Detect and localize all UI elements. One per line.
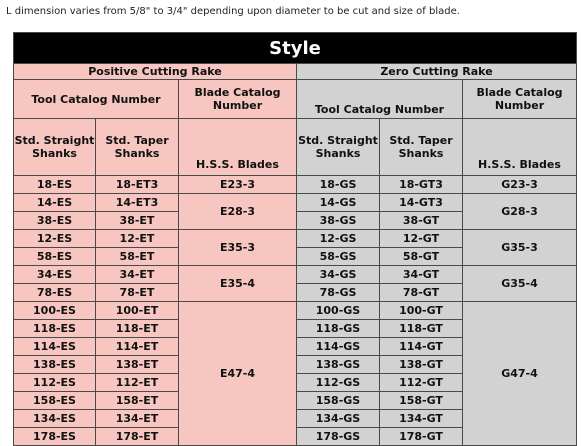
positive-straight-shank-cell: 112-ES bbox=[14, 374, 96, 392]
zero-taper-shank-cell: 100-GT bbox=[380, 302, 463, 320]
zero-straight-shank-cell: 34-GS bbox=[297, 266, 380, 284]
zero-straight-shank-cell: 58-GS bbox=[297, 248, 380, 266]
zero-taper-shank-cell: 158-GT bbox=[380, 392, 463, 410]
zero-blade-cell: G47-4 bbox=[463, 302, 577, 446]
zero-blade-cell: G35-3 bbox=[463, 230, 577, 266]
zero-taper-shank-cell: 58-GT bbox=[380, 248, 463, 266]
zero-taper-shank-cell: 112-GT bbox=[380, 374, 463, 392]
zero-straight-shank-cell: 134-GS bbox=[297, 410, 380, 428]
zero-taper-shanks-header: Std. Taper Shanks bbox=[380, 119, 463, 176]
positive-taper-shank-cell: 138-ET bbox=[96, 356, 179, 374]
zero-straight-shank-cell: 118-GS bbox=[297, 320, 380, 338]
positive-taper-shank-cell: 158-ET bbox=[96, 392, 179, 410]
zero-taper-shank-cell: 118-GT bbox=[380, 320, 463, 338]
zero-straight-shank-cell: 18-GS bbox=[297, 176, 380, 194]
zero-straight-shank-cell: 138-GS bbox=[297, 356, 380, 374]
zero-straight-shanks-header: Std. Straight Shanks bbox=[297, 119, 380, 176]
table-row bbox=[14, 176, 577, 194]
zero-blade-cell: G35-4 bbox=[463, 266, 577, 302]
zero-taper-shank-cell: 134-GT bbox=[380, 410, 463, 428]
zero-straight-shank-cell: 38-GS bbox=[297, 212, 380, 230]
positive-taper-shank-cell: 38-ET bbox=[96, 212, 179, 230]
style-title: Style bbox=[14, 33, 577, 64]
positive-taper-shank-cell: 34-ET bbox=[96, 266, 179, 284]
positive-straight-shank-cell: 14-ES bbox=[14, 194, 96, 212]
zero-taper-shank-cell: 38-GT bbox=[380, 212, 463, 230]
positive-taper-shank-cell: 14-ET3 bbox=[96, 194, 179, 212]
positive-straight-shank-cell: 12-ES bbox=[14, 230, 96, 248]
positive-blade-cell: E35-4 bbox=[179, 266, 297, 302]
positive-straight-shank-cell: 138-ES bbox=[14, 356, 96, 374]
zero-straight-shank-cell: 100-GS bbox=[297, 302, 380, 320]
positive-straight-shank-cell: 78-ES bbox=[14, 284, 96, 302]
zero-taper-shank-cell: 78-GT bbox=[380, 284, 463, 302]
table-row bbox=[14, 194, 577, 212]
zero-blade-cell: G23-3 bbox=[463, 176, 577, 194]
zero-straight-shank-cell: 14-GS bbox=[297, 194, 380, 212]
positive-straight-shank-cell: 38-ES bbox=[14, 212, 96, 230]
zero-rake-header: Zero Cutting Rake bbox=[297, 64, 577, 80]
positive-straight-shank-cell: 178-ES bbox=[14, 428, 96, 446]
zero-straight-shank-cell: 12-GS bbox=[297, 230, 380, 248]
positive-straight-shank-cell: 114-ES bbox=[14, 338, 96, 356]
positive-straight-shank-cell: 158-ES bbox=[14, 392, 96, 410]
zero-taper-shank-cell: 34-GT bbox=[380, 266, 463, 284]
positive-straight-shank-cell: 118-ES bbox=[14, 320, 96, 338]
zero-hss-blades-header: H.S.S. Blades bbox=[463, 119, 577, 176]
zero-straight-shank-cell: 112-GS bbox=[297, 374, 380, 392]
table-row bbox=[14, 230, 577, 248]
table-row bbox=[14, 302, 577, 320]
positive-blade-cell: E47-4 bbox=[179, 302, 297, 446]
positive-taper-shank-cell: 134-ET bbox=[96, 410, 179, 428]
zero-tool-catalog-header: Tool Catalog Number bbox=[297, 80, 463, 119]
zero-taper-shank-cell: 12-GT bbox=[380, 230, 463, 248]
zero-taper-shank-cell: 14-GT3 bbox=[380, 194, 463, 212]
positive-blade-cell: E23-3 bbox=[179, 176, 297, 194]
zero-taper-shank-cell: 178-GT bbox=[380, 428, 463, 446]
positive-straight-shank-cell: 58-ES bbox=[14, 248, 96, 266]
positive-taper-shank-cell: 12-ET bbox=[96, 230, 179, 248]
positive-tool-catalog-header: Tool Catalog Number bbox=[14, 80, 179, 119]
positive-taper-shank-cell: 178-ET bbox=[96, 428, 179, 446]
positive-taper-shanks-header: Std. Taper Shanks bbox=[96, 119, 179, 176]
positive-taper-shank-cell: 114-ET bbox=[96, 338, 179, 356]
positive-taper-shank-cell: 100-ET bbox=[96, 302, 179, 320]
positive-blade-cell: E35-3 bbox=[179, 230, 297, 266]
style-table bbox=[13, 32, 577, 446]
positive-blade-catalog-header: Blade Catalog Number bbox=[179, 80, 297, 119]
zero-taper-shank-cell: 138-GT bbox=[380, 356, 463, 374]
positive-straight-shank-cell: 34-ES bbox=[14, 266, 96, 284]
positive-straight-shanks-header: Std. Straight Shanks bbox=[14, 119, 96, 176]
zero-straight-shank-cell: 158-GS bbox=[297, 392, 380, 410]
positive-blade-cell: E28-3 bbox=[179, 194, 297, 230]
zero-taper-shank-cell: 114-GT bbox=[380, 338, 463, 356]
positive-straight-shank-cell: 100-ES bbox=[14, 302, 96, 320]
zero-blade-catalog-header: Blade Catalog Number bbox=[463, 80, 577, 119]
zero-straight-shank-cell: 178-GS bbox=[297, 428, 380, 446]
positive-taper-shank-cell: 18-ET3 bbox=[96, 176, 179, 194]
positive-straight-shank-cell: 18-ES bbox=[14, 176, 96, 194]
positive-rake-header: Positive Cutting Rake bbox=[14, 64, 297, 80]
table-row bbox=[14, 266, 577, 284]
zero-straight-shank-cell: 114-GS bbox=[297, 338, 380, 356]
positive-straight-shank-cell: 134-ES bbox=[14, 410, 96, 428]
zero-taper-shank-cell: 18-GT3 bbox=[380, 176, 463, 194]
zero-blade-cell: G28-3 bbox=[463, 194, 577, 230]
dimension-note: L dimension varies from 5/8" to 3/4" depending upon diameter to be cut and size of blade. bbox=[6, 6, 460, 17]
positive-taper-shank-cell: 112-ET bbox=[96, 374, 179, 392]
positive-taper-shank-cell: 118-ET bbox=[96, 320, 179, 338]
positive-taper-shank-cell: 58-ET bbox=[96, 248, 179, 266]
zero-straight-shank-cell: 78-GS bbox=[297, 284, 380, 302]
positive-taper-shank-cell: 78-ET bbox=[96, 284, 179, 302]
positive-hss-blades-header: H.S.S. Blades bbox=[179, 119, 297, 176]
